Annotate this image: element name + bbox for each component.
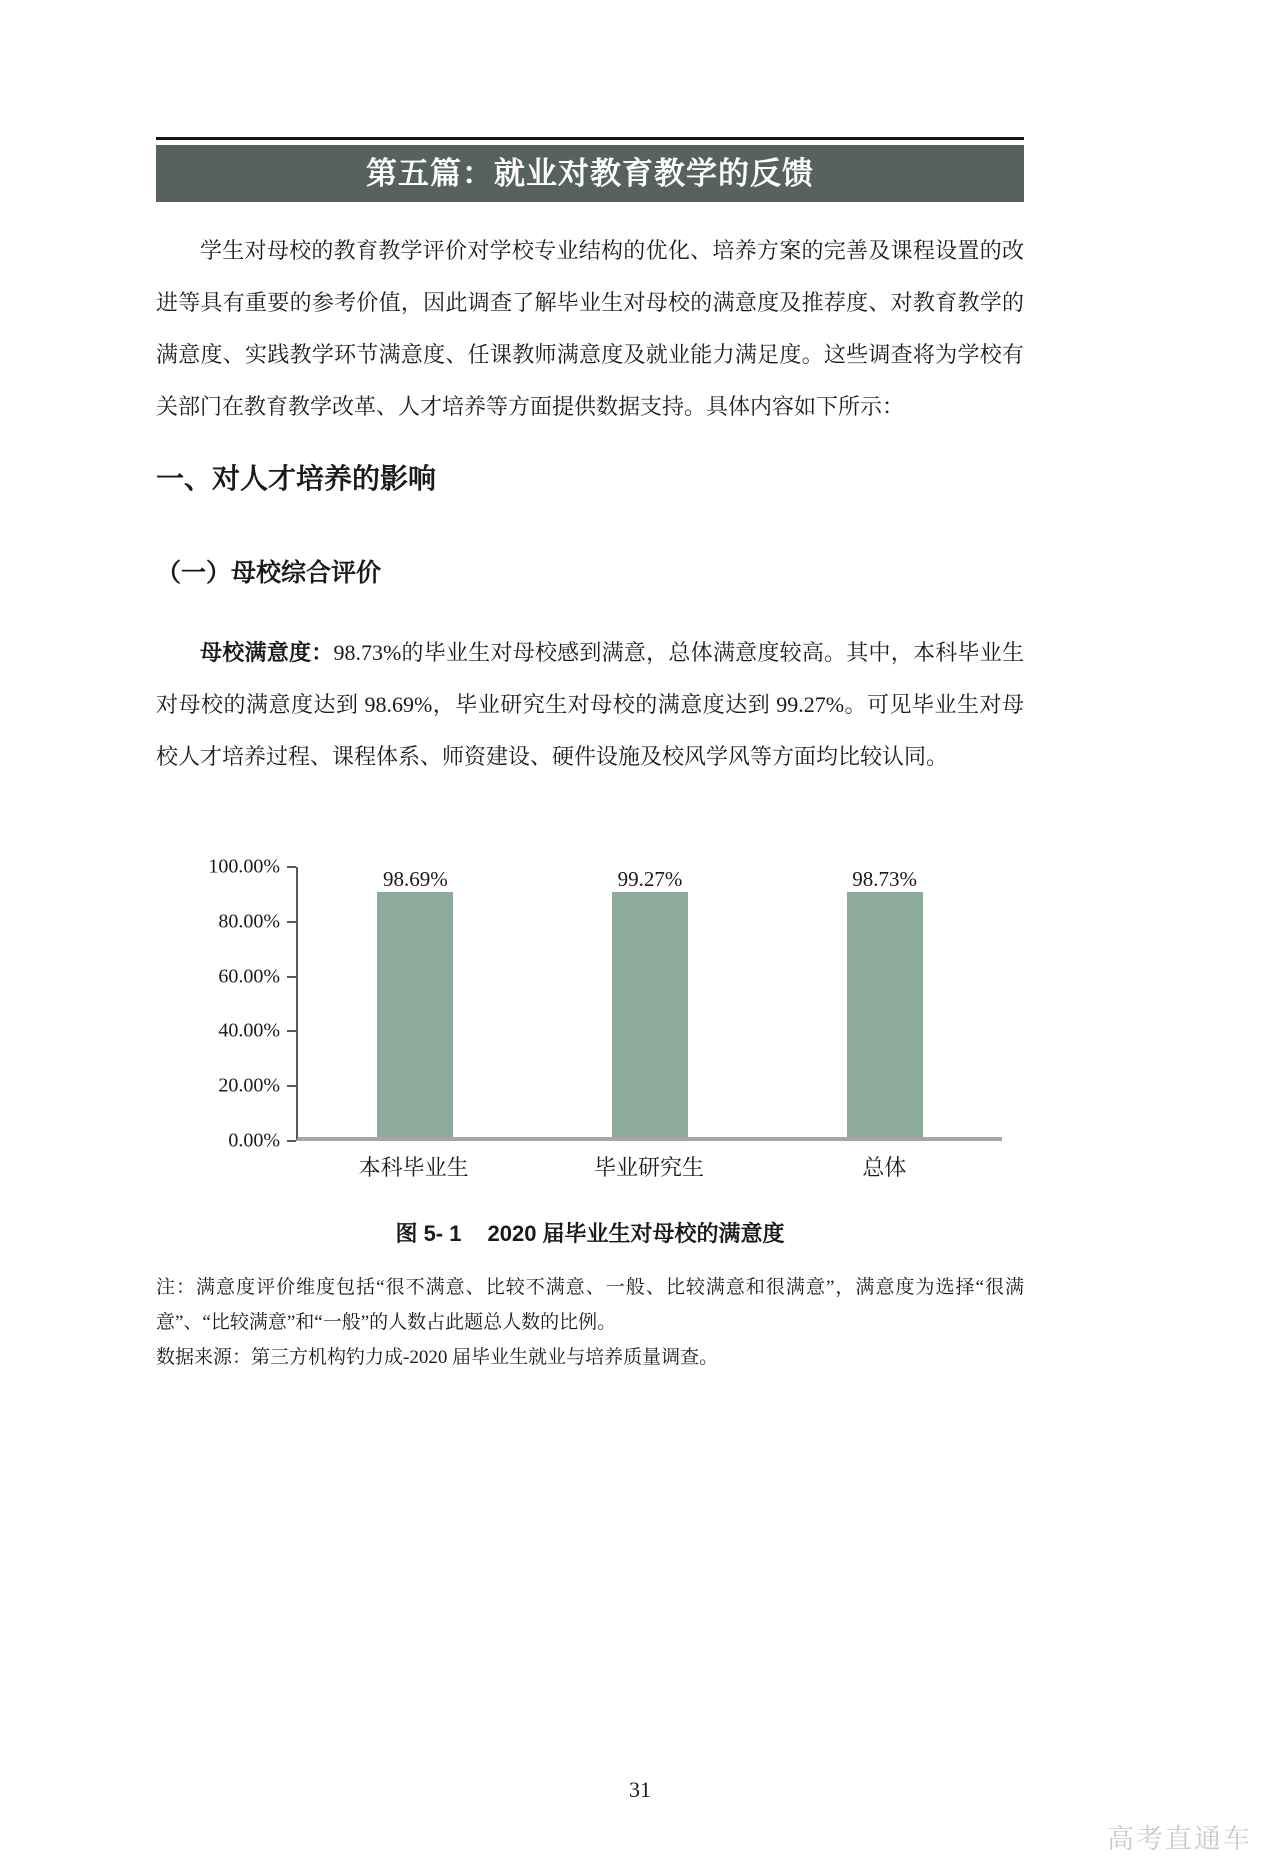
y-tick-mark	[287, 1085, 296, 1087]
chart-plot-area	[296, 867, 1002, 1141]
watermark: 高考直通车	[1107, 1824, 1252, 1854]
x-category-label: 本科毕业生	[358, 1155, 469, 1180]
y-tick-mark	[287, 976, 296, 978]
chapter-banner	[156, 145, 1024, 202]
satisfaction-bar-chart	[192, 855, 1002, 1180]
y-tick-mark	[287, 866, 296, 868]
subsection-heading: （一）母校综合评价	[156, 559, 382, 587]
y-tick-mark	[287, 1030, 296, 1032]
bar	[612, 892, 688, 1137]
section-heading: 一、对人才培养的影响	[156, 463, 437, 494]
page-content	[156, 137, 1024, 1375]
bar-slot	[533, 867, 768, 1137]
y-tick-mark	[287, 921, 296, 923]
page-number: 31	[629, 1777, 651, 1802]
x-category-label: 毕业研究生	[593, 1155, 704, 1180]
figure-caption-label: 图 5- 1	[395, 1221, 462, 1246]
bar-value-label: 98.73%	[852, 867, 918, 891]
satisfaction-paragraph-lead: 母校满意度：	[200, 640, 334, 665]
y-tick-label: 20.00%	[218, 1074, 280, 1097]
intro-paragraph: 学生对母校的教育教学评价对学校专业结构的优化、培养方案的完善及课程设置的改进等具有重要的参考价值，因此调查了解毕业生对母校的满意度及推荐度、对教育教学的满意度、实践教学环节满意度、任课教师满意度及就业能力满足度。这些调查将为学校有关部门在教育教学改革、人才培养等方面提供数据支持。具体内容如下所示：	[156, 238, 1024, 419]
figure-caption-text: 2020 届毕业生对母校的满意度	[487, 1221, 785, 1246]
satisfaction-paragraph-body: 98.73%的毕业生对母校感到满意，总体满意度较高。其中，本科毕业生对母校的满意度达到 98.69%，毕业研究生对母校的满意度达到 99.27%。可见毕业生对母校人才培养过程、课程体系、师资建设、硬件设施及校风学风等方面均比较认同。	[156, 640, 1024, 769]
x-category-label: 总体	[862, 1155, 907, 1180]
y-tick-label: 80.00%	[218, 910, 280, 933]
y-tick-label: 40.00%	[218, 1019, 280, 1042]
figure-source: 数据来源：第三方机构钓力成-2020 届毕业生就业与培养质量调查。	[156, 1347, 719, 1368]
y-tick-label: 0.00%	[228, 1129, 280, 1152]
chapter-banner-title: 第五篇：就业对教育教学的反馈	[366, 156, 814, 191]
bar-slot	[298, 867, 533, 1137]
top-rule	[156, 137, 1024, 140]
bar-value-label: 99.27%	[617, 867, 683, 891]
y-tick-label: 60.00%	[218, 965, 280, 988]
bar	[377, 892, 453, 1137]
bar-slot	[767, 867, 1002, 1137]
figure-caption	[156, 1217, 1024, 1248]
y-tick-mark	[287, 1140, 296, 1142]
bar	[847, 892, 923, 1137]
y-axis	[192, 855, 296, 1152]
bar-value-label: 98.69%	[382, 867, 448, 891]
satisfaction-paragraph	[156, 627, 1024, 783]
y-tick-label: 100.00%	[208, 855, 280, 878]
x-axis	[296, 1141, 1002, 1180]
figure-note: 注：满意度评价维度包括“很不满意、比较不满意、一般、比较满意和很满意”，满意度为选择“很满意”、“比较满意”和“一般”的人数占此题总人数的比例。	[156, 1277, 1024, 1333]
